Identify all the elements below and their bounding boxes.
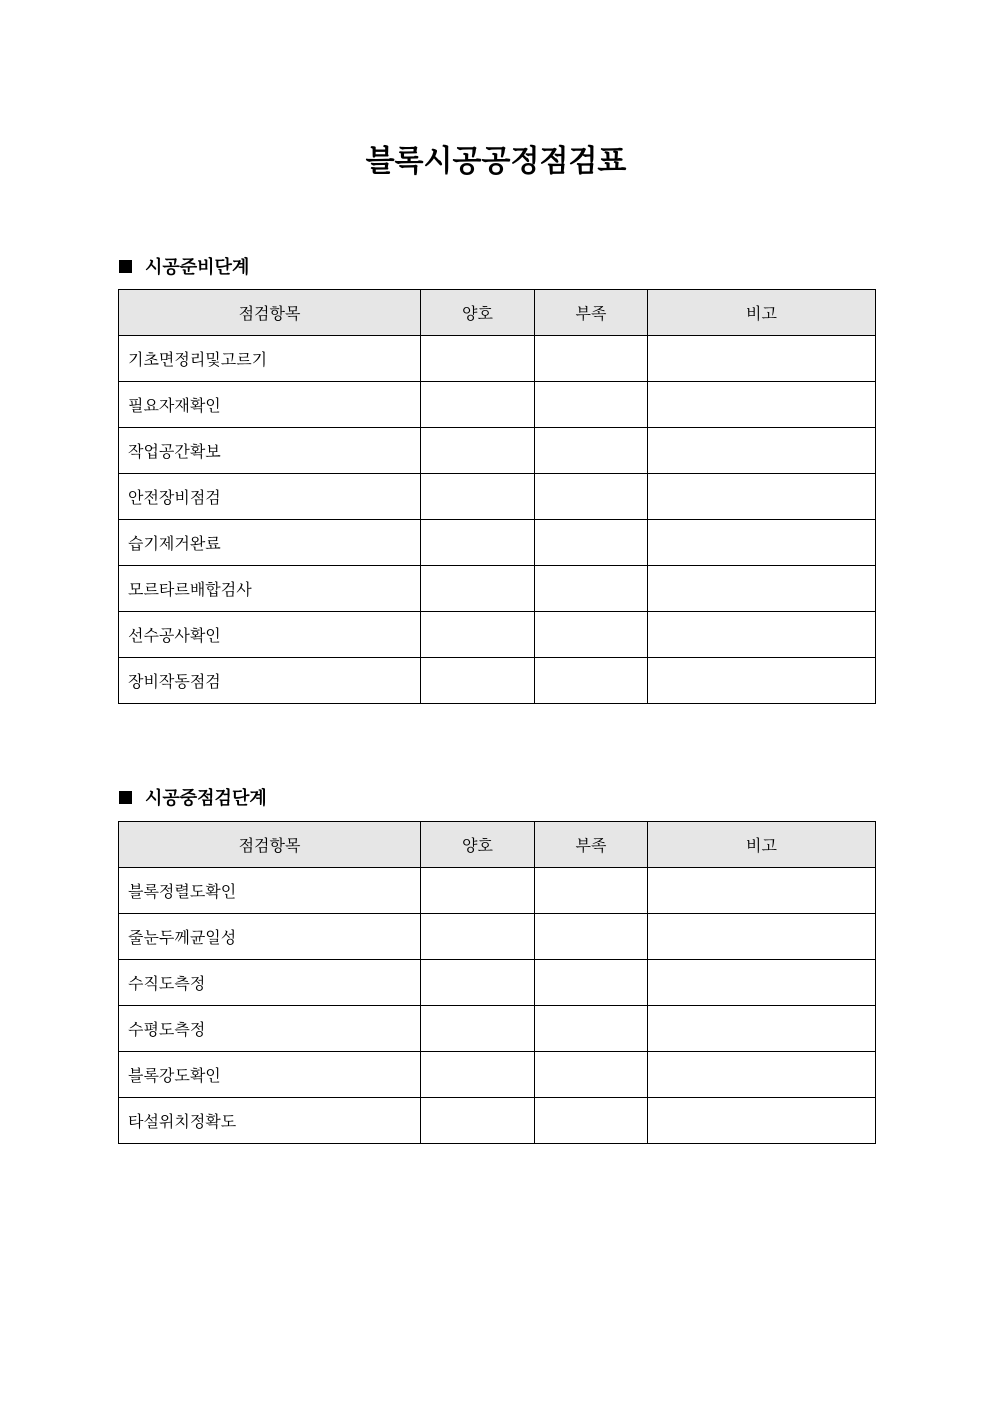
table-row — [119, 474, 876, 520]
good-cell[interactable] — [421, 914, 535, 960]
remarks-cell[interactable] — [648, 428, 876, 474]
good-cell[interactable] — [421, 1052, 535, 1098]
remarks-cell[interactable] — [648, 960, 876, 1006]
checklist-table-in-progress — [118, 821, 876, 1144]
remarks-cell[interactable] — [648, 520, 876, 566]
page-title: 블록시공공정점검표 — [365, 144, 627, 179]
table-row — [119, 382, 876, 428]
good-cell[interactable] — [421, 868, 535, 914]
check-item: 수직도측정 — [119, 960, 421, 1006]
check-item: 장비작동점검 — [119, 658, 421, 704]
remarks-cell[interactable] — [648, 658, 876, 704]
column-header-item: 점검항목 — [119, 822, 421, 868]
good-cell[interactable] — [421, 474, 535, 520]
table-header-row — [119, 290, 876, 336]
lacking-cell[interactable] — [535, 428, 648, 474]
check-item: 작업공간확보 — [119, 428, 421, 474]
column-header-lacking: 부족 — [535, 822, 648, 868]
column-header-lacking: 부족 — [535, 290, 648, 336]
remarks-cell[interactable] — [648, 336, 876, 382]
good-cell[interactable] — [421, 612, 535, 658]
column-header-remarks: 비고 — [648, 290, 876, 336]
remarks-cell[interactable] — [648, 1052, 876, 1098]
check-item: 줄눈두께균일성 — [119, 914, 421, 960]
good-cell[interactable] — [421, 382, 535, 428]
table-row — [119, 1006, 876, 1052]
remarks-cell[interactable] — [648, 1006, 876, 1052]
lacking-cell[interactable] — [535, 336, 648, 382]
good-cell[interactable] — [421, 960, 535, 1006]
lacking-cell[interactable] — [535, 1098, 648, 1144]
section-heading-in-progress — [119, 784, 267, 810]
section-heading-text: 시공중점검단계 — [145, 788, 267, 809]
table-row — [119, 1052, 876, 1098]
lacking-cell[interactable] — [535, 566, 648, 612]
remarks-cell[interactable] — [648, 914, 876, 960]
table-row — [119, 520, 876, 566]
black-square-bullet-icon — [119, 791, 132, 804]
check-item: 수평도측정 — [119, 1006, 421, 1052]
column-header-good: 양호 — [421, 822, 535, 868]
check-item: 습기제거완료 — [119, 520, 421, 566]
good-cell[interactable] — [421, 336, 535, 382]
section-heading-text: 시공준비단계 — [145, 257, 250, 278]
remarks-cell[interactable] — [648, 474, 876, 520]
lacking-cell[interactable] — [535, 960, 648, 1006]
lacking-cell[interactable] — [535, 658, 648, 704]
lacking-cell[interactable] — [535, 612, 648, 658]
table-row — [119, 914, 876, 960]
remarks-cell[interactable] — [648, 612, 876, 658]
check-item: 블록정렬도확인 — [119, 868, 421, 914]
column-header-item: 점검항목 — [119, 290, 421, 336]
remarks-cell[interactable] — [648, 1098, 876, 1144]
table-row — [119, 868, 876, 914]
table-row — [119, 336, 876, 382]
lacking-cell[interactable] — [535, 914, 648, 960]
check-item: 기초면정리및고르기 — [119, 336, 421, 382]
good-cell[interactable] — [421, 428, 535, 474]
good-cell[interactable] — [421, 1098, 535, 1144]
black-square-bullet-icon — [119, 260, 132, 273]
column-header-remarks: 비고 — [648, 822, 876, 868]
table-header-row — [119, 822, 876, 868]
check-item: 안전장비점검 — [119, 474, 421, 520]
remarks-cell[interactable] — [648, 382, 876, 428]
lacking-cell[interactable] — [535, 868, 648, 914]
good-cell[interactable] — [421, 1006, 535, 1052]
lacking-cell[interactable] — [535, 474, 648, 520]
column-header-good: 양호 — [421, 290, 535, 336]
remarks-cell[interactable] — [648, 566, 876, 612]
check-item: 선수공사확인 — [119, 612, 421, 658]
section-heading-preparation — [119, 253, 249, 279]
table-row — [119, 1098, 876, 1144]
table-row — [119, 658, 876, 704]
check-item: 필요자재확인 — [119, 382, 421, 428]
good-cell[interactable] — [421, 520, 535, 566]
check-item: 모르타르배합검사 — [119, 566, 421, 612]
good-cell[interactable] — [421, 658, 535, 704]
lacking-cell[interactable] — [535, 382, 648, 428]
check-item: 블록강도확인 — [119, 1052, 421, 1098]
good-cell[interactable] — [421, 566, 535, 612]
lacking-cell[interactable] — [535, 1006, 648, 1052]
table-row — [119, 612, 876, 658]
lacking-cell[interactable] — [535, 1052, 648, 1098]
table-row — [119, 566, 876, 612]
remarks-cell[interactable] — [648, 868, 876, 914]
table-row — [119, 960, 876, 1006]
table-row — [119, 428, 876, 474]
check-item: 타설위치정확도 — [119, 1098, 421, 1144]
checklist-table-preparation — [118, 289, 876, 704]
lacking-cell[interactable] — [535, 520, 648, 566]
